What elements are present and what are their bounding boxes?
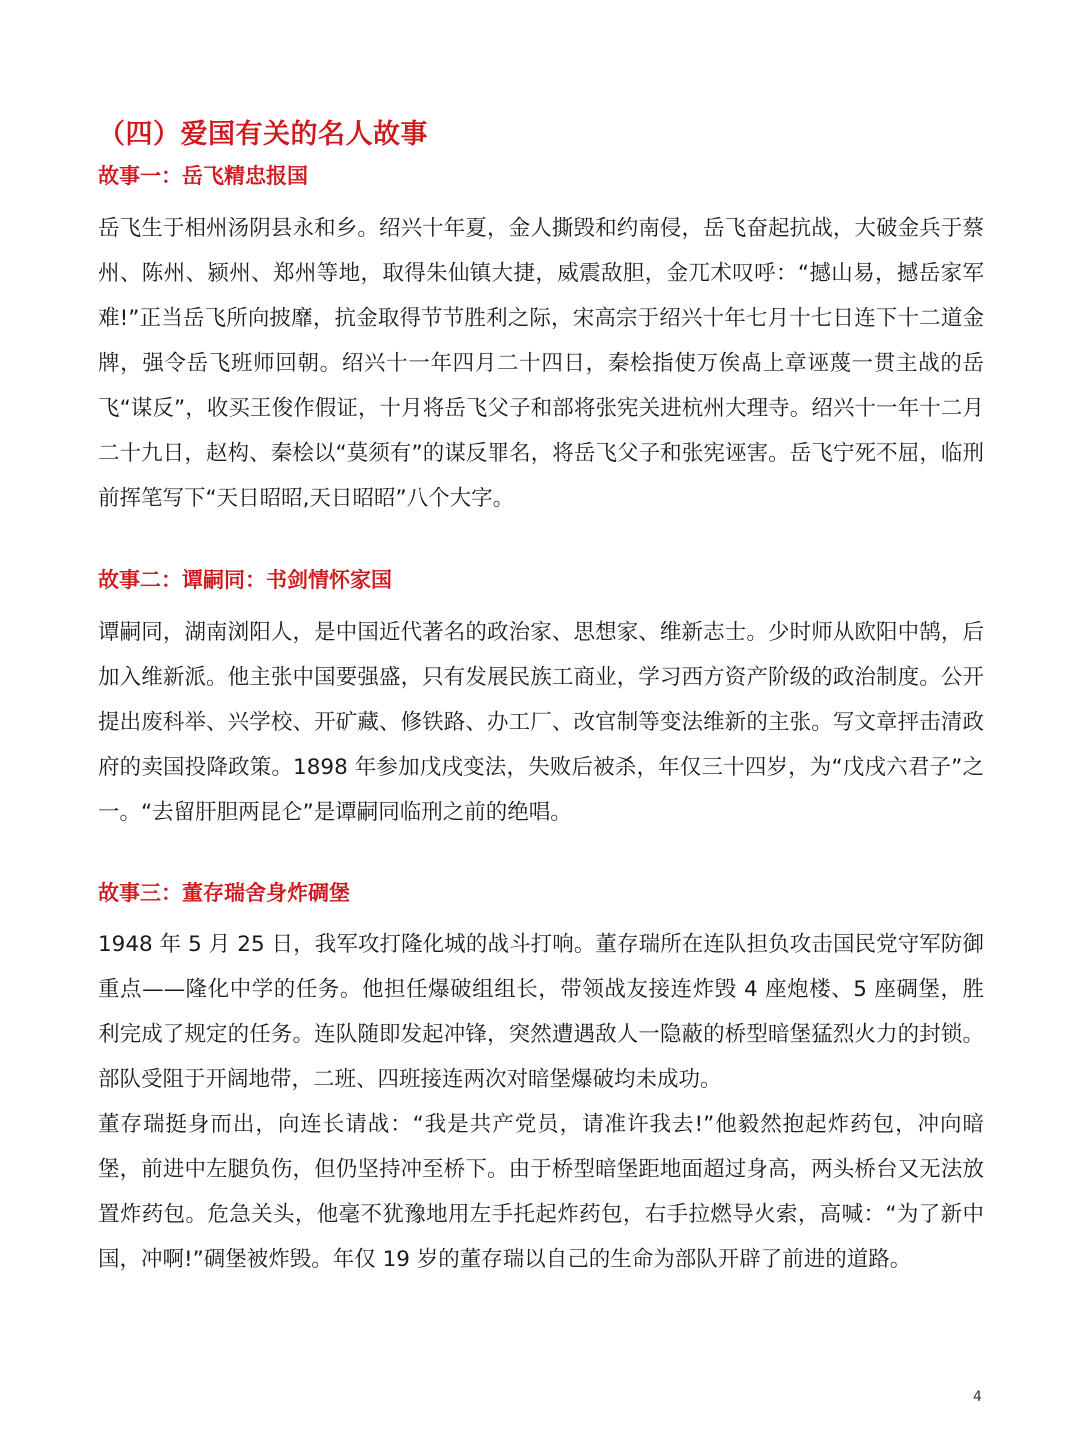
story-title: 故事二：谭嗣同：书剑情怀家国 [98,568,392,592]
story-paragraph: 谭嗣同，湖南浏阳人，是中国近代著名的政治家、思想家、维新志士。少时师从欧阳中鹄，后加入维新派。他主张中国要强盛，只有发展民族工商业，学习西方资产阶级的政治制度。公开提出废科举、兴学校、开矿藏、修铁路、办工厂、改官制等变法维新的主张。写文章抨击清政府的卖国投降政策。1898 年参加戊戌变法，失败后被杀，年仅三十四岁，为“戊戌六君子”之一。“去留肝胆两昆仑”是谭嗣同临刑之前的绝唱。 [98,620,984,825]
story-paragraph: 1948 年 5 月 25 日，我军攻打隆化城的战斗打响。董存瑞所在连队担负攻击国民党守军防御重点——隆化中学的任务。他担任爆破组组长，带领战友接连炸毁 4 座炮楼、5 座碉堡，胜利完成了规定的任务。连队随即发起冲锋，突然遭遇敌人一隐蔽的桥型暗堡猛烈火力的封锁。部队受阻于开阔地带，二班、四班接连两次对暗堡爆破均未成功。 [98,932,984,1092]
section-title: （四）爱国有关的名人故事 [98,119,428,150]
page-number: 4 [973,1389,982,1405]
story-title: 故事三：董存瑞舍身炸碉堡 [98,881,350,905]
story-tan-sitong [98,565,984,835]
story-yue-fei [98,161,984,521]
story-paragraph: 岳飞生于相州汤阴县永和乡。绍兴十年夏，金人撕毁和约南侵，岳飞奋起抗战，大破金兵于蔡州、陈州、颍州、郑州等地，取得朱仙镇大捷，威震敌胆，金兀术叹呼：“撼山易，撼岳家军难!”正当岳飞所向披靡，抗金取得节节胜利之际，宋高宗于绍兴十年七月十七日连下十二道金牌，强令岳飞班师回朝。绍兴十一年四月二十四日，秦桧指使万俟卨上章诬蔑一贯主战的岳飞“谋反”，收买王俊作假证，十月将岳飞父子和部将张宪关进杭州大理寺。绍兴十一年十二月二十九日，赵构、秦桧以“莫须有”的谋反罪名，将岳飞父子和张宪诬害。岳飞宁死不屈，临刑前挥笔写下“天日昭昭,天日昭昭”八个大字。 [98,216,984,511]
story-title: 故事一：岳飞精忠报国 [98,164,308,188]
story-paragraph: 董存瑞挺身而出，向连长请战：“我是共产党员，请准许我去!”他毅然抱起炸药包，冲向暗堡，前进中左腿负伤，但仍坚持冲至桥下。由于桥型暗堡距地面超过身高，两头桥台又无法放置炸药包。危急关头，他毫不犹豫地用左手托起炸药包，右手拉燃导火索，高喊：“为了新中国，冲啊!”碉堡被炸毁。年仅 19 岁的董存瑞以自己的生命为部队开辟了前进的道路。 [98,1112,984,1272]
story-dong-cunrui [98,878,984,1282]
